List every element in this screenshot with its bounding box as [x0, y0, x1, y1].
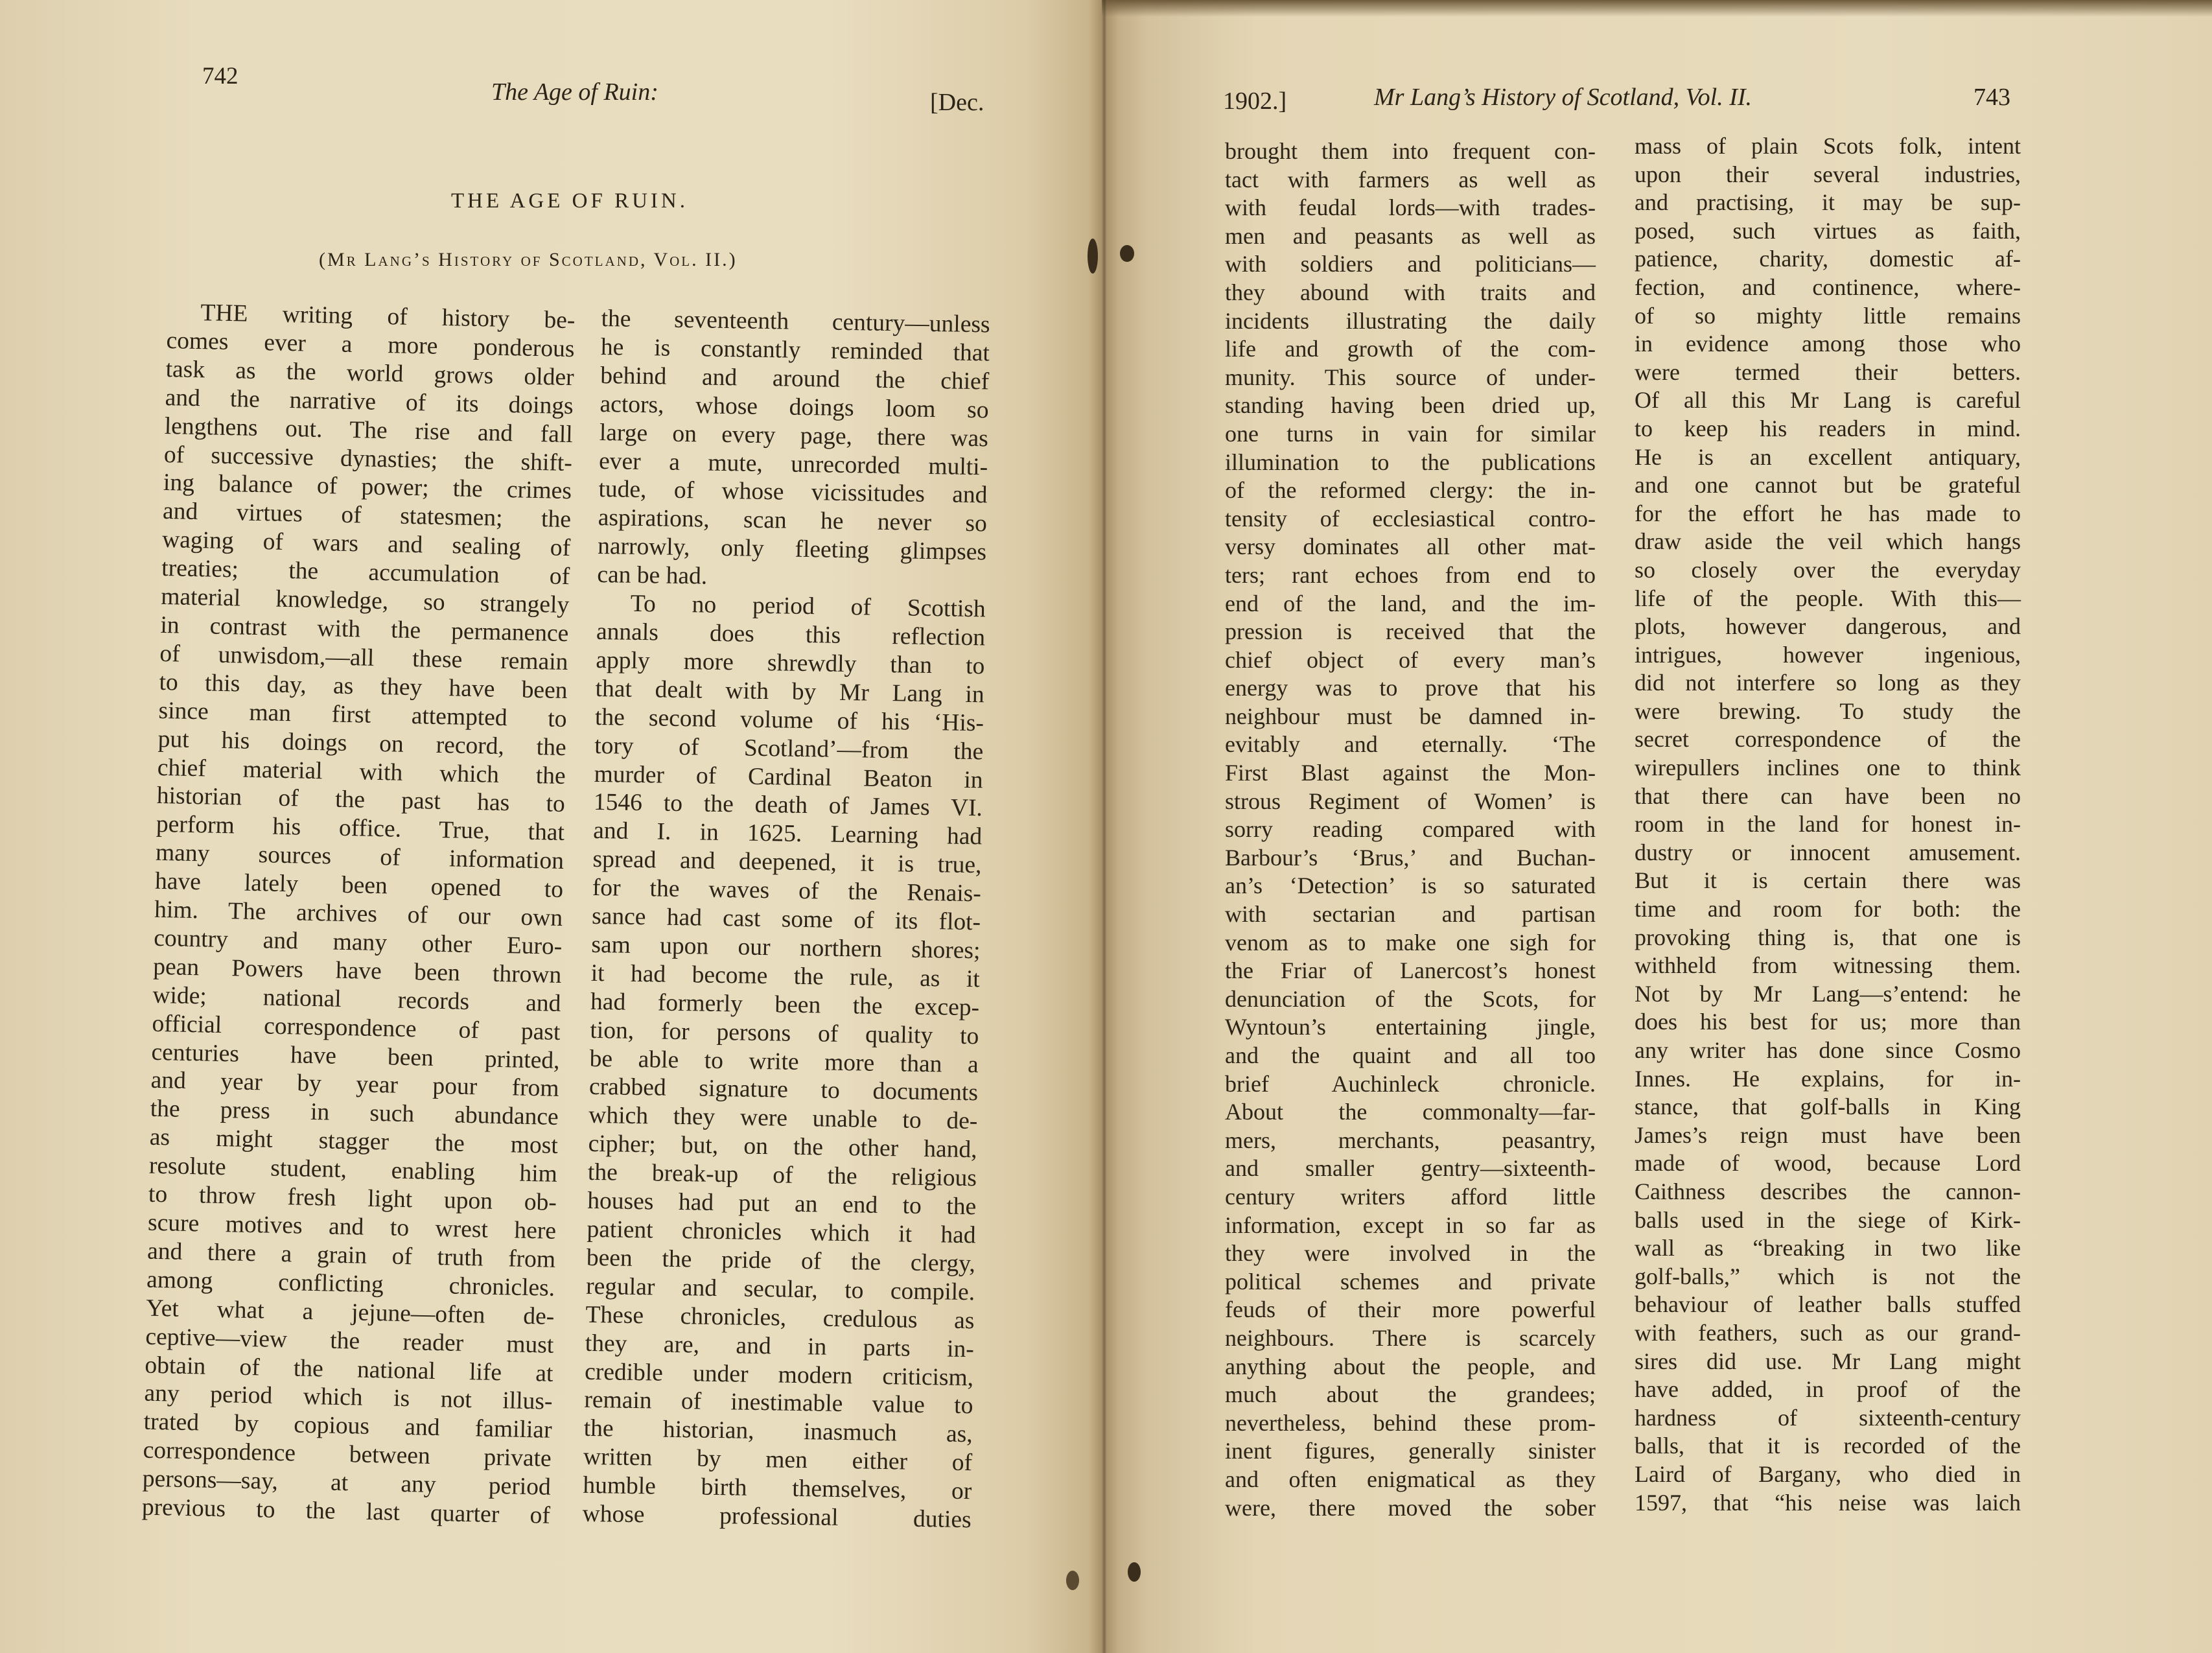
text-line: among conflicting chronicles. [146, 1266, 555, 1302]
text-line: pression is received that the [1225, 618, 1596, 645]
text-line: have lately been opened to [154, 867, 564, 904]
text-line: standing having been dried up, [1225, 392, 1596, 419]
text-line: aspirations, scan he never so [598, 504, 988, 537]
text-line: be able to write more than a [589, 1045, 979, 1078]
text-line: venom as to make one sigh for [1225, 929, 1596, 955]
text-line: withheld from witnessing them. [1635, 952, 2021, 979]
text-line: the second volume of his ‘His- [594, 703, 984, 737]
text-line: they abound with traits and [1225, 279, 1596, 305]
text-line: of successive dynasties; the shift- [163, 441, 573, 476]
page-number-left: 742 [202, 63, 239, 89]
text-line: with feathers, such as our grand- [1635, 1319, 2021, 1346]
text-line: behaviour of leather balls stuffed [1635, 1291, 2021, 1318]
text-line: perform his office. True, that [156, 811, 565, 847]
text-line: historian of the past has to [156, 782, 566, 818]
text-line: any period which is not illus- [144, 1380, 553, 1416]
article-title: THE AGE OF RUIN. [451, 189, 688, 213]
text-line: with soldiers and politicians— [1225, 251, 1596, 277]
running-head-right: Mr Lang’s History of Scotland, Vol. II. [1374, 84, 1752, 111]
text-line: any writer has done since Cosmo [1635, 1037, 2021, 1063]
text-line: sam upon our northern shores; [591, 931, 981, 965]
text-line: were, there moved the sober [1225, 1494, 1596, 1521]
text-line: crabbed signature to documents [588, 1073, 979, 1107]
text-line: sires did use. Mr Lang might [1635, 1348, 2021, 1374]
text-line: ing balance of power; the crimes [163, 469, 572, 505]
text-line: 1597, that “his neise was laich [1635, 1489, 2021, 1516]
text-line: does his best for us; more than [1635, 1009, 2021, 1035]
text-line: illumination to the publications [1225, 449, 1596, 475]
text-line: previous to the last quarter of [141, 1494, 551, 1529]
text-line: brief Auchinleck chronicle. [1225, 1070, 1596, 1097]
text-line: sorry reading compared with [1225, 816, 1596, 843]
text-line: trated by copious and familiar [143, 1408, 552, 1444]
text-line: comes ever a more ponderous [166, 327, 575, 363]
text-line: draw aside the veil which hangs [1635, 528, 2021, 555]
text-line: been the pride of the clergy, [586, 1244, 976, 1278]
text-line: put his doings on record, the [157, 725, 567, 761]
text-line: political schemes and private [1225, 1268, 1596, 1295]
text-line: and one cannot but be grateful [1635, 472, 2021, 498]
text-line: secret correspondence of the [1635, 726, 2021, 753]
text-line: time and room for both: the [1635, 896, 2021, 922]
text-line: country and many other Euro- [153, 924, 563, 960]
text-line: century writers afford little [1225, 1183, 1596, 1210]
left-column-1 [141, 298, 575, 1530]
text-line: Wyntoun’s entertaining jingle, [1225, 1014, 1596, 1040]
text-line: mass of plain Scots folk, intent [1635, 133, 2021, 159]
text-line: annals does this reflection [596, 618, 986, 651]
right-page [1102, 0, 2212, 1653]
text-line: murder of Cardinal Beaton in [594, 760, 983, 793]
text-line: an’s ‘Detection’ is so saturated [1225, 873, 1596, 899]
text-line: were termed their betters. [1635, 358, 2021, 385]
text-line: narrowly, only fleeting glimpses [597, 533, 987, 566]
text-line: he is constantly reminded that [600, 333, 990, 367]
text-line: were brewing. To study the [1635, 698, 2021, 724]
text-line: James’s reign must have been [1635, 1121, 2021, 1148]
text-line: mers, merchants, peasantry, [1225, 1127, 1596, 1153]
text-line: so closely over the everyday [1635, 556, 2021, 583]
text-line: anything about the people, and [1225, 1353, 1596, 1379]
text-line: to throw fresh light upon ob- [148, 1180, 557, 1216]
binding-hole-bottom-right [1128, 1562, 1141, 1582]
text-line: tion, for persons of quality to [590, 1016, 979, 1049]
text-line: obtain of the national life at [145, 1352, 553, 1387]
text-line: energy was to prove that his [1225, 675, 1596, 701]
text-line: resolute student, enabling him [148, 1152, 558, 1188]
text-line: correspondence between private [143, 1436, 552, 1473]
text-line: credible under modern criticism, [584, 1358, 974, 1391]
text-line: neighbour must be damned in- [1225, 703, 1596, 729]
text-line: tude, of whose vicissitudes and [598, 476, 988, 509]
text-line: apply more shrewdly than to [596, 646, 985, 680]
text-line: scure motives and to wrest here [147, 1209, 557, 1245]
text-line: incidents illustrating the daily [1225, 307, 1596, 334]
text-line: munity. This source of under- [1225, 364, 1596, 390]
text-line: sance had cast some of its flot- [591, 902, 981, 936]
text-line: whose professional duties [582, 1500, 972, 1534]
text-line: To no period of Scottish [630, 590, 986, 623]
text-line: which they were unable to de- [588, 1102, 978, 1135]
text-line: fection, and continence, where- [1635, 274, 2021, 300]
text-line: cipher; but, on the other hand, [588, 1131, 977, 1164]
text-line: wall as “breaking in two like [1635, 1235, 2021, 1261]
text-line: men and peasants as well as [1225, 222, 1596, 249]
text-line: can be had. [597, 561, 708, 590]
text-line: one turns in vain for similar [1225, 420, 1596, 447]
text-line: patience, charity, domestic af- [1635, 246, 2021, 272]
text-line: Of all this Mr Lang is careful [1635, 387, 2021, 414]
text-line: tory of Scotland’—from the [594, 732, 984, 765]
article-subtitle: (Mr Lang’s History of Scotland, Vol. II.) [319, 249, 738, 270]
text-line: and there a grain of truth from [146, 1237, 556, 1273]
text-line: they were involved in the [1225, 1240, 1596, 1267]
text-line: task as the world grows older [165, 355, 575, 391]
text-line: hardness of sixteenth-century [1635, 1404, 2021, 1431]
text-line: stance, that golf-balls in King [1635, 1094, 2021, 1120]
text-line: chief material with which the [157, 754, 566, 790]
text-line: Laird of Bargany, who died in [1635, 1460, 2021, 1487]
text-line: remain of inestimable value to [584, 1387, 973, 1420]
text-line: Not by Mr Lang—s’entend: he [1635, 980, 2021, 1007]
text-line: evitably and eternally. ‘The [1225, 731, 1596, 758]
text-line: Caithness describes the cannon- [1635, 1178, 2021, 1204]
text-line: neighbours. There is scarcely [1225, 1324, 1596, 1351]
text-line: Innes. He explains, for in- [1635, 1065, 2021, 1092]
text-line: of so mighty little remains [1635, 302, 2021, 329]
text-line: have added, in proof of the [1635, 1376, 2021, 1403]
text-line: centuries have been printed, [151, 1038, 560, 1074]
text-line: information, except in so far as [1225, 1212, 1596, 1238]
text-line: Barbour’s ‘Brus,’ and Buchan- [1225, 844, 1596, 871]
text-line: behind and around the chief [600, 362, 990, 395]
left-page [0, 0, 1102, 1653]
text-line: and virtues of statesmen; the [162, 498, 572, 533]
text-line: wide; national records and [152, 981, 561, 1017]
text-line: life and growth of the com- [1225, 336, 1596, 362]
text-line: and year by year pour from [150, 1067, 560, 1103]
text-line: treaties; the accumulation of [161, 555, 570, 591]
page-top-shadow [1102, 0, 2212, 17]
text-line: These chronicles, credulous as [585, 1301, 975, 1334]
running-head-left: The Age of Ruin: [491, 78, 658, 106]
text-line: the press in such abundance [150, 1096, 559, 1131]
text-line: the seventeenth century—unless [601, 305, 990, 338]
text-line: written by men either of [583, 1444, 973, 1477]
text-line: the Friar of Lanercost’s honest [1225, 957, 1596, 984]
left-column-2 [582, 305, 990, 1534]
text-line: He is an excellent antiquary, [1635, 443, 2021, 470]
right-column-1 [1225, 137, 1596, 1522]
binding-hole-top [1088, 239, 1098, 274]
binding-hole-bottom [1066, 1571, 1079, 1590]
text-line: for the effort he has made to [1635, 500, 2021, 526]
text-line: to this day, as they have been [159, 668, 568, 704]
text-line: nevertheless, behind these prom- [1225, 1409, 1596, 1436]
text-line: pean Powers have been thrown [152, 953, 562, 989]
right-column-2 [1635, 132, 2021, 1517]
text-line: tensity of ecclesiastical contro- [1225, 505, 1596, 532]
text-line: dustry or innocent amusement. [1635, 839, 2021, 865]
text-line: and practising, it may be sup- [1635, 189, 2021, 216]
text-line: wirepullers inclines one to think [1635, 755, 2021, 781]
text-line: end of the land, and the im- [1225, 590, 1596, 616]
text-line: ever a mute, unrecorded multi- [598, 447, 988, 480]
text-line: and often enigmatical as they [1225, 1466, 1596, 1492]
text-line: balls used in the siege of Kirk- [1635, 1206, 2021, 1233]
text-line: spread and deepened, it is true, [592, 846, 982, 879]
text-line: ceptive—view the reader must [145, 1323, 554, 1359]
text-line: strous Regiment of Women’ is [1225, 788, 1596, 814]
text-line: inent figures, generally sinister [1225, 1438, 1596, 1464]
text-line: had formerly been the excep- [590, 988, 980, 1022]
text-line: humble birth themselves, or [583, 1471, 972, 1505]
text-line: First Blast against the Mon- [1225, 760, 1596, 786]
text-line: About the commonalty—far- [1225, 1099, 1596, 1125]
text-line: and I. in 1625. Learning had [592, 817, 983, 850]
text-line: the historian, inasmuch as, [583, 1415, 973, 1448]
text-line: much about the grandees; [1225, 1381, 1596, 1408]
text-line: in contrast with the permanence [160, 611, 569, 648]
text-line: and the quaint and all too [1225, 1042, 1596, 1068]
text-line: that there can have been no [1635, 782, 2021, 809]
text-line: Yet what a jejune—often de- [145, 1295, 555, 1330]
text-line: ters; rant echoes from end to [1225, 561, 1596, 588]
text-line: the break-up of the religious [587, 1159, 977, 1192]
text-line: chief object of every man’s [1225, 646, 1596, 673]
text-line: brought them into frequent con- [1225, 138, 1596, 164]
text-line: as might stagger the most [149, 1124, 559, 1160]
text-line: material knowledge, so strangely [160, 583, 570, 619]
text-line: and smaller gentry—sixteenth- [1225, 1155, 1596, 1182]
text-line: But it is certain there was [1635, 867, 2021, 894]
text-line: provoking thing is, that one is [1635, 924, 2021, 950]
text-line: many sources of information [155, 839, 565, 875]
text-line: life of the people. With this— [1635, 585, 2021, 611]
text-line: official correspondence of past [152, 1010, 561, 1046]
running-date-left: [Dec. [930, 89, 984, 116]
text-line: with feudal lords—with trades- [1225, 194, 1596, 221]
running-date-right: 1902.] [1223, 88, 1287, 115]
binding-hole-top-right [1120, 245, 1134, 262]
text-line: feuds of their more powerful [1225, 1296, 1596, 1323]
text-line: waging of wars and sealing of [161, 526, 571, 562]
page-number-right: 743 [1973, 84, 2010, 111]
text-line: balls, that it is recorded of the [1635, 1433, 2021, 1459]
text-line: lengthens out. The rise and fall [164, 412, 574, 448]
text-line: upon their several industries, [1635, 161, 2021, 187]
text-line: tact with farmers as well as [1225, 166, 1596, 193]
text-line: THE writing of history be- [200, 299, 576, 334]
text-line: large on every page, there was [599, 419, 989, 452]
text-line: posed, such virtues as faith, [1635, 217, 2021, 244]
text-line: did not interfere so long as they [1635, 670, 2021, 696]
text-line: him. The archives of our own [154, 896, 563, 932]
text-line: that dealt with by Mr Lang in [595, 675, 984, 709]
text-line: in evidence among those who [1635, 331, 2021, 357]
text-line: golf-balls,” which is not the [1635, 1263, 2021, 1289]
text-line: plots, however dangerous, and [1635, 613, 2021, 640]
text-line: with sectarian and partisan [1225, 901, 1596, 928]
text-line: it had become the rule, as it [590, 959, 981, 993]
text-line: for the waves of the Renais- [592, 874, 982, 908]
text-line: and the narrative of its doings [165, 384, 574, 419]
text-line: to keep his readers in mind. [1635, 415, 2021, 441]
text-line: room in the land for honest in- [1635, 811, 2021, 838]
text-line: persons—say, at any period [142, 1465, 552, 1501]
text-line: actors, whose doings loom so [600, 390, 989, 424]
text-line: of the reformed clergy: the in- [1225, 477, 1596, 504]
text-line: patient chronicles which it had [587, 1215, 976, 1249]
text-line: intrigues, however ingenious, [1635, 641, 2021, 668]
text-line: houses had put an end to the [587, 1187, 977, 1221]
text-line: of unwisdom,—all these remain [159, 640, 568, 675]
text-line: since man first attempted to [158, 697, 567, 733]
text-line: 1546 to the death of James VI. [593, 789, 983, 822]
text-line: regular and secular, to compile. [585, 1272, 975, 1306]
text-line: made of wood, because Lord [1635, 1150, 2021, 1177]
text-line: they are, and in parts in- [585, 1330, 975, 1363]
text-line: denunciation of the Scots, for [1225, 985, 1596, 1012]
text-line: versy dominates all other mat- [1225, 533, 1596, 560]
